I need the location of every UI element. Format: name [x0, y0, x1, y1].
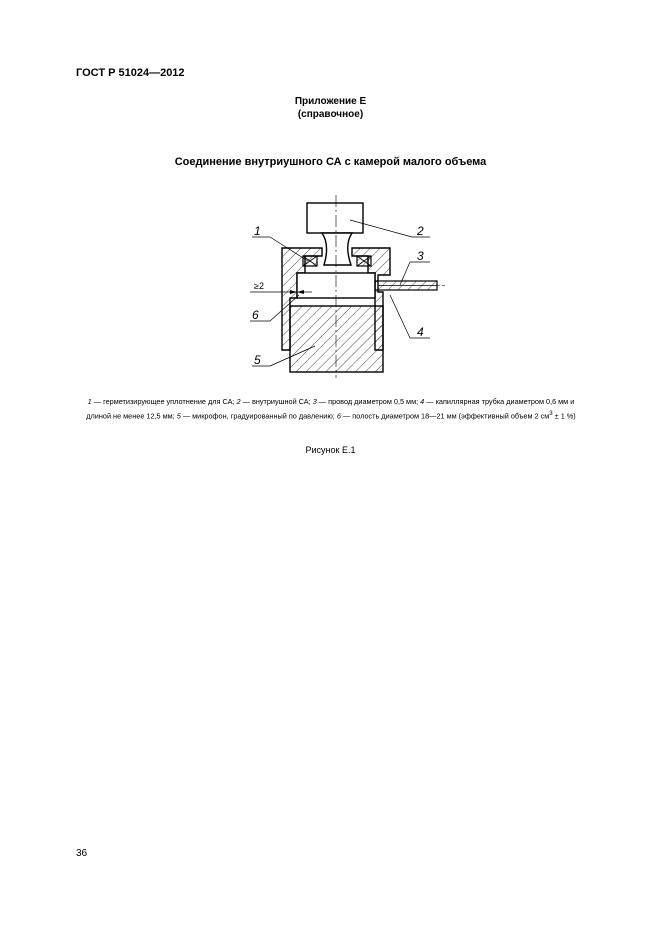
dimension-label: ≥2	[254, 281, 264, 291]
legend-number-6: 6	[336, 411, 341, 421]
legend-text-4: — капиллярная трубка диаметром 0,6 мм и длиной не менее 12,5 мм;	[86, 397, 575, 421]
drawing-svg	[230, 190, 450, 380]
page-number: 36	[76, 848, 88, 859]
legend-superscript: 3	[549, 410, 553, 417]
callout-1: 1	[254, 224, 261, 238]
earphone-neck	[322, 233, 352, 265]
callout-5: 5	[254, 353, 261, 367]
appendix-title: Приложение Е	[294, 96, 367, 107]
figure-legend	[80, 396, 582, 422]
legend-text-7: ± 1 %)	[552, 411, 576, 421]
legend-number-1: 1	[87, 397, 92, 406]
earphone-cap	[307, 203, 363, 233]
legend-text-5: — микрофон, градуированный по давлению;	[180, 411, 337, 421]
callout-4: 4	[417, 325, 424, 339]
legend-text-2: — внутриушной СА;	[240, 397, 313, 406]
callout-3: 3	[417, 249, 424, 263]
document-header: ГОСТ Р 51024—2012	[76, 67, 185, 79]
technical-drawing	[230, 190, 450, 380]
appendix-heading	[0, 95, 661, 121]
callout-6: 6	[252, 308, 259, 322]
callout-2: 2	[417, 224, 424, 238]
appendix-subtitle: (справочное)	[297, 109, 364, 120]
legend-text-3: — провод диаметром 0,5 мм;	[316, 397, 421, 406]
figure-caption: Рисунок Е.1	[305, 445, 356, 455]
legend-number-3: 3	[312, 397, 317, 406]
legend-number-2: 2	[236, 397, 241, 406]
legend-text-1: — герметизирующее уплотнение для СА;	[91, 397, 237, 406]
microphone	[290, 306, 383, 372]
legend-number-5: 5	[176, 411, 181, 421]
section-title: Соединение внутриушного СА с камерой малого объема	[174, 156, 487, 168]
legend-text-6: — полость диаметром 18—21 мм (эффективный объем 2 см	[340, 411, 550, 421]
legend-number-4: 4	[420, 397, 425, 406]
